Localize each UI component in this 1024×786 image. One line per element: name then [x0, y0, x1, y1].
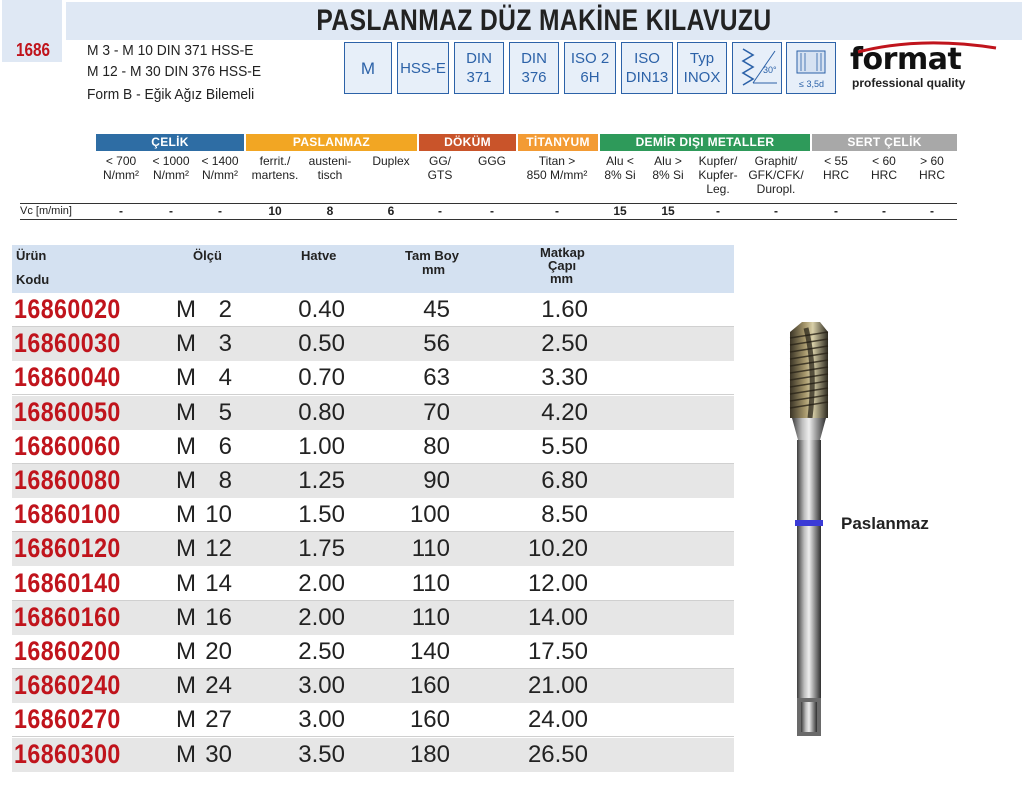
table-row [12, 738, 734, 772]
product-code: 16860080 [14, 465, 121, 495]
thread-pitch: 1.00 [298, 432, 345, 460]
header-size: Ölçü [193, 248, 222, 263]
total-length: 160 [409, 672, 450, 700]
thread-size: 5 [218, 398, 232, 426]
total-length: 110 [411, 535, 450, 563]
product-code: 16860140 [14, 567, 121, 598]
total-length: 70 [423, 398, 450, 426]
drill-diameter: 5.50 [541, 432, 588, 460]
material-subcolumn: GG/ GTS [427, 154, 453, 182]
series-number: 1686 [16, 40, 51, 60]
thread-pitch: 0.70 [298, 364, 345, 392]
thread-pitch: 2.00 [298, 603, 345, 631]
thread-pitch: 0.40 [298, 296, 345, 323]
table-row [12, 567, 734, 601]
cutting-speed-value: - [834, 204, 838, 218]
product-code: 16860300 [14, 738, 121, 769]
thread-size: 3 [218, 330, 232, 358]
material-group-titanyum: TİTANYUM [518, 134, 598, 151]
depth-badge-label: ≤ 3,5d [799, 79, 824, 89]
drill-diameter: 6.80 [541, 467, 588, 494]
material-subcolumn: < 55 HRC [823, 154, 849, 182]
cutting-speed-value: - [774, 204, 778, 218]
drill-diameter: 4.20 [541, 398, 588, 426]
thread-prefix: M [176, 638, 196, 665]
table-row [12, 635, 734, 669]
logo-wordmark: format [850, 42, 962, 77]
cutting-speed-value: 15 [613, 204, 627, 218]
product-code: 16860240 [14, 670, 121, 701]
cutting-speed-value: - [218, 204, 222, 218]
cutting-speed-value: 10 [268, 204, 282, 218]
material-subcolumn: Alu > 8% Si [652, 154, 684, 182]
product-code: 16860270 [14, 704, 121, 735]
material-subcolumn: austeni- tisch [308, 154, 352, 182]
cutting-speed-value: - [882, 204, 886, 218]
total-length: 140 [409, 638, 450, 665]
spec-badge-iso2: ISO 2 6H [564, 42, 616, 94]
header-code-line1: Ürün [16, 248, 47, 263]
spiral-point-angle-icon [732, 42, 782, 94]
thread-prefix: M [176, 672, 196, 700]
table-row [12, 464, 734, 498]
logo-swoosh-icon [850, 38, 1000, 58]
table-row [12, 396, 734, 430]
thread-size: 4 [218, 364, 232, 392]
spec-badge-thread-type: M [344, 42, 392, 94]
table-row [12, 669, 734, 703]
material-subcolumn: > 60 HRC [919, 154, 945, 182]
description-line-2: M 12 - M 30 DIN 376 HSS-E [87, 63, 262, 80]
drill-diameter: 17.50 [527, 638, 588, 665]
material-group-demir-disi: DEMİR DIŞI METALLER [600, 134, 810, 151]
thread-prefix: M [176, 706, 196, 734]
material-group-celik: ÇELİK [96, 134, 244, 151]
cutting-speed-value: 8 [326, 204, 334, 218]
thread-pitch: 0.50 [298, 330, 345, 358]
cutting-speed-value: - [930, 204, 934, 218]
drill-diameter: 12.00 [527, 569, 588, 597]
thread-prefix: M [176, 398, 196, 426]
thread-prefix: M [176, 740, 196, 768]
product-code: 16860100 [14, 499, 121, 530]
table-row [12, 532, 734, 566]
thread-size: 20 [205, 638, 232, 665]
cutting-speed-value: - [555, 204, 559, 218]
color-ring-icon [795, 520, 823, 526]
title-bar [66, 2, 1022, 40]
product-code: 16860050 [14, 396, 121, 427]
material-group-dokum: DÖKÜM [419, 134, 516, 151]
material-subcolumn: Alu < 8% Si [604, 154, 636, 182]
thread-size: 24 [205, 672, 232, 700]
cutting-speed-value: - [169, 204, 173, 218]
thread-size: 27 [205, 706, 232, 734]
thread-size: 8 [218, 467, 232, 494]
material-subcolumn: ferrit./ martens. [251, 154, 299, 182]
thread-pitch: 0.80 [298, 398, 345, 426]
thread-size: 16 [205, 603, 232, 631]
table-row [12, 361, 734, 395]
header-length-line2: mm [422, 262, 446, 277]
thread-pitch: 3.00 [298, 706, 345, 734]
illustration-label: Paslanmaz [841, 514, 929, 533]
header-code-line2: Kodu [16, 272, 50, 287]
angle-badge-label: 30° [763, 65, 777, 75]
cutting-speed-value: - [119, 204, 123, 218]
page-title: PASLANMAZ DÜZ MAKİNE KILAVUZU [316, 4, 772, 37]
material-subcolumn: Titan > 850 M/mm² [526, 154, 588, 182]
material-group-sert-celik: SERT ÇELİK [812, 134, 957, 151]
cutting-speed-value: - [490, 204, 494, 218]
material-group-paslanmaz: PASLANMAZ [246, 134, 417, 151]
drill-diameter: 10.20 [527, 535, 588, 563]
product-table-header [12, 245, 734, 293]
machine-tap-illustration [770, 318, 840, 748]
cutting-speed-value: - [438, 204, 442, 218]
table-row [12, 293, 734, 327]
header-drill-line2: Çapı [548, 258, 577, 273]
total-length: 180 [409, 740, 450, 768]
total-length: 80 [423, 432, 450, 460]
thread-pitch: 1.50 [298, 501, 345, 529]
thread-prefix: M [176, 432, 196, 460]
spec-badge-material: HSS-E [397, 42, 449, 94]
thread-size: 6 [218, 432, 232, 460]
table-row [12, 430, 734, 464]
logo-tagline: professional quality [852, 76, 966, 90]
thread-pitch: 1.75 [298, 535, 345, 563]
description-line-3: Form B - Eğik Ağız Bilemeli [87, 86, 255, 103]
drill-diameter: 1.60 [541, 296, 588, 323]
drill-diameter: 21.00 [527, 672, 588, 700]
material-subcolumn: GGG [477, 154, 506, 168]
cutting-speed-label: Vc [m/min] [20, 205, 72, 217]
total-length: 90 [423, 467, 450, 494]
drill-diameter: 26.50 [527, 740, 588, 768]
material-subcolumn: Duplex [372, 154, 410, 168]
material-subcolumn: Kupfer/ Kupfer- Leg. [698, 154, 738, 196]
thread-size: 10 [205, 501, 232, 529]
total-length: 45 [423, 296, 450, 323]
product-code: 16860060 [14, 430, 121, 461]
header-length-line1: Tam Boy [405, 248, 459, 263]
total-length: 63 [423, 364, 450, 392]
thread-size: 14 [205, 569, 232, 597]
material-subcolumn: < 700 N/mm² [103, 154, 139, 182]
thread-prefix: M [176, 501, 196, 529]
thread-prefix: M [176, 467, 196, 494]
material-subcolumn: < 1400 N/mm² [201, 154, 239, 182]
material-subcolumn: < 60 HRC [871, 154, 897, 182]
total-length: 160 [409, 706, 450, 734]
product-code: 16860160 [14, 601, 121, 632]
material-subcolumn: < 1000 N/mm² [152, 154, 190, 182]
thread-prefix: M [176, 296, 196, 323]
thread-pitch: 2.50 [298, 638, 345, 665]
thread-pitch: 1.25 [298, 467, 345, 494]
brand-logo [850, 44, 965, 90]
table-row [12, 703, 734, 737]
total-length: 110 [411, 603, 450, 631]
spec-badge-din371: DIN 371 [454, 42, 504, 94]
thread-depth-icon [786, 42, 836, 94]
thread-pitch: 3.00 [298, 672, 345, 700]
drill-diameter: 14.00 [527, 603, 588, 631]
thread-prefix: M [176, 603, 196, 631]
thread-pitch: 2.00 [298, 569, 345, 597]
product-code: 16860200 [14, 636, 121, 666]
product-code: 16860030 [14, 328, 121, 359]
thread-size: 2 [218, 296, 232, 323]
cutting-speed-value: 6 [387, 204, 395, 218]
header-pitch: Hatve [301, 248, 337, 263]
spec-badge-iso-din13: ISO DIN13 [621, 42, 673, 94]
drill-diameter: 8.50 [541, 501, 588, 529]
product-code: 16860040 [14, 362, 121, 393]
thread-prefix: M [176, 535, 196, 563]
total-length: 56 [423, 330, 450, 358]
spec-badge-typ-inox: Typ INOX [677, 42, 727, 94]
drill-diameter: 3.30 [541, 364, 588, 392]
spec-badge-din376: DIN 376 [509, 42, 559, 94]
table-row [12, 601, 734, 635]
product-code: 16860020 [14, 294, 121, 324]
description-line-1: M 3 - M 10 DIN 371 HSS-E [87, 42, 254, 59]
total-length: 110 [411, 569, 450, 597]
thread-prefix: M [176, 569, 196, 597]
thread-pitch: 3.50 [298, 740, 345, 768]
drill-diameter: 2.50 [541, 330, 588, 358]
cutting-speed-value: 15 [661, 204, 675, 218]
thread-prefix: M [176, 364, 196, 392]
table-row [12, 327, 734, 361]
thread-size: 12 [205, 535, 232, 563]
thread-size: 30 [205, 740, 232, 768]
product-code: 16860120 [14, 533, 121, 564]
header-drill-line3: mm [550, 271, 574, 286]
total-length: 100 [409, 501, 450, 529]
header-drill-line1: Matkap [540, 245, 585, 260]
cutting-speed-value: - [716, 204, 720, 218]
table-row [12, 498, 734, 532]
drill-diameter: 24.00 [527, 706, 588, 734]
material-subcolumn: Graphit/ GFK/CFK/ Duropl. [748, 154, 804, 196]
thread-prefix: M [176, 330, 196, 358]
